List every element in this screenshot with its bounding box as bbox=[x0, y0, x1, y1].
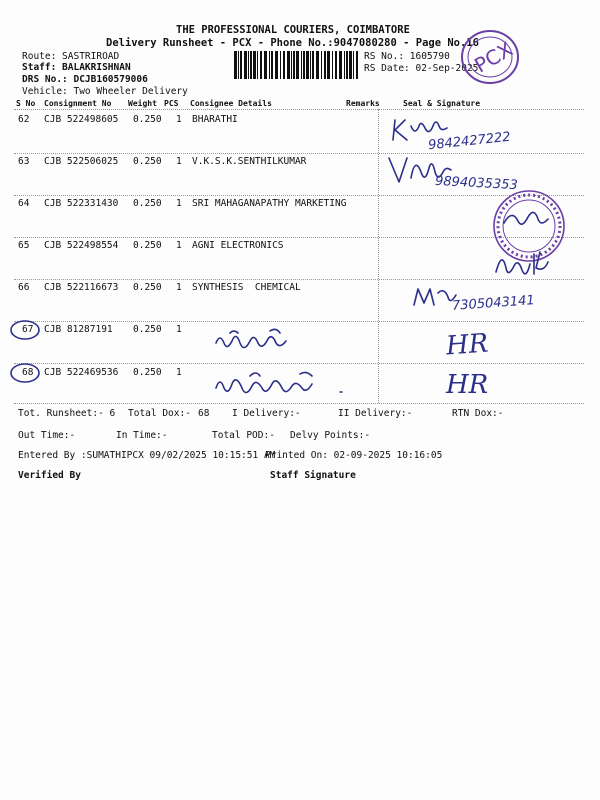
verified-by: Verified By bbox=[18, 470, 81, 481]
printed-on: Printed On: 02-09-2025 10:16:05 bbox=[265, 450, 443, 461]
entered-by: Entered By :SUMATHIPCX 09/02/2025 10:15:51 AM bbox=[18, 450, 276, 461]
row-pcs: 1 bbox=[176, 114, 182, 125]
signature-row-65 bbox=[490, 244, 570, 282]
row-sno: 62 bbox=[18, 114, 30, 125]
rs-no-label: RS No.: 1605790 bbox=[364, 51, 450, 62]
row-sno: 66 bbox=[18, 282, 30, 293]
row-consignment: CJB 522469536 bbox=[44, 367, 119, 378]
col-seal: Seal & Signature bbox=[403, 99, 481, 108]
barcode bbox=[232, 51, 360, 79]
table-divider bbox=[14, 321, 584, 322]
row-weight: 0.250 bbox=[133, 240, 162, 251]
row-pcs: 1 bbox=[176, 198, 182, 209]
runsheet-subtitle: Delivery Runsheet - PCX - Phone No.:9047080280 - Page No.16 bbox=[106, 37, 479, 49]
rtn-dox: RTN Dox:- bbox=[452, 408, 504, 419]
col-sno: S No bbox=[16, 99, 36, 108]
handwritten-phone: 9842427222 bbox=[427, 129, 512, 154]
ii-delivery: II Delivery:- bbox=[338, 408, 413, 419]
row-pcs: 1 bbox=[176, 367, 182, 378]
rs-date-label: RS Date: 02-Sep-2025 bbox=[364, 63, 479, 74]
vehicle-label: Vehicle: Two Wheeler Delivery bbox=[22, 86, 188, 97]
row-weight: 0.250 bbox=[133, 282, 162, 293]
table-divider bbox=[14, 109, 584, 110]
row-pcs: 1 bbox=[176, 156, 182, 167]
row-weight: 0.250 bbox=[133, 156, 162, 167]
col-pcs: PCS bbox=[164, 99, 179, 108]
row-consignee: V.K.S.K.SENTHILKUMAR bbox=[192, 156, 307, 167]
total-dox-label: Total Dox:- bbox=[128, 408, 191, 419]
handwritten-initials: HR bbox=[446, 370, 489, 400]
column-divider bbox=[378, 109, 379, 403]
company-title: THE PROFESSIONAL COURIERS, COIMBATORE bbox=[176, 24, 410, 36]
pcx-stamp bbox=[455, 22, 525, 96]
row-consignment: CJB 522498554 bbox=[44, 240, 119, 251]
total-pod: Total POD:- bbox=[212, 430, 275, 441]
delvy-points: Delvy Points:- bbox=[290, 430, 371, 441]
staff-label: Staff: BALAKRISHNAN bbox=[22, 62, 131, 73]
row-consignee: SYNTHESIS CHEMICAL bbox=[192, 282, 301, 293]
in-time: In Time:- bbox=[116, 430, 168, 441]
row-consignment: CJB 522506025 bbox=[44, 156, 119, 167]
row-pcs: 1 bbox=[176, 324, 182, 335]
col-weight: Weight bbox=[128, 99, 157, 108]
row-consignment: CJB 522498605 bbox=[44, 114, 119, 125]
circle-mark bbox=[8, 361, 42, 389]
row-weight: 0.250 bbox=[133, 324, 162, 335]
row-consignee: BHARATHI bbox=[192, 114, 238, 125]
table-divider bbox=[14, 363, 584, 364]
row-weight: 0.250 bbox=[133, 198, 162, 209]
handwritten-phone: 9894035353 bbox=[434, 173, 519, 194]
row-sno: 63 bbox=[18, 156, 30, 167]
row-consignee: AGNI ELECTRONICS bbox=[192, 240, 284, 251]
handwritten-phone: 7305043141 bbox=[451, 293, 536, 314]
row-sno: 67 bbox=[22, 324, 34, 335]
handwritten-name-67 bbox=[210, 325, 320, 359]
row-pcs: 1 bbox=[176, 240, 182, 251]
total-dox-value: 68 bbox=[198, 408, 210, 419]
handwritten-initials: HR bbox=[445, 328, 490, 362]
row-weight: 0.250 bbox=[133, 367, 162, 378]
row-pcs: 1 bbox=[176, 282, 182, 293]
row-sno: 65 bbox=[18, 240, 30, 251]
handwritten-name-68 bbox=[210, 368, 350, 406]
col-remarks: Remarks bbox=[346, 99, 380, 108]
svg-text:PCX: PCX bbox=[470, 36, 517, 78]
circle-mark bbox=[8, 318, 42, 346]
row-consignment: CJB 522331430 bbox=[44, 198, 119, 209]
tot-runsheet: Tot. Runsheet:- 6 bbox=[18, 408, 116, 419]
row-weight: 0.250 bbox=[133, 114, 162, 125]
i-delivery: I Delivery:- bbox=[232, 408, 301, 419]
row-consignment: CJB 81287191 bbox=[44, 324, 113, 335]
out-time: Out Time:- bbox=[18, 430, 76, 441]
col-consignment: Consignment No bbox=[44, 99, 112, 108]
drs-label: DRS No.: DCJB160579006 bbox=[22, 74, 148, 85]
col-consignee: Consignee Details bbox=[190, 99, 272, 108]
row-sno: 68 bbox=[22, 367, 34, 378]
row-consignee: SRI MAHAGANAPATHY MARKETING bbox=[192, 198, 347, 209]
row-sno: 64 bbox=[18, 198, 30, 209]
row-consignment: CJB 522116673 bbox=[44, 282, 119, 293]
staff-signature: Staff Signature bbox=[270, 470, 356, 481]
route-label: Route: SASTRIROAD bbox=[22, 51, 120, 62]
